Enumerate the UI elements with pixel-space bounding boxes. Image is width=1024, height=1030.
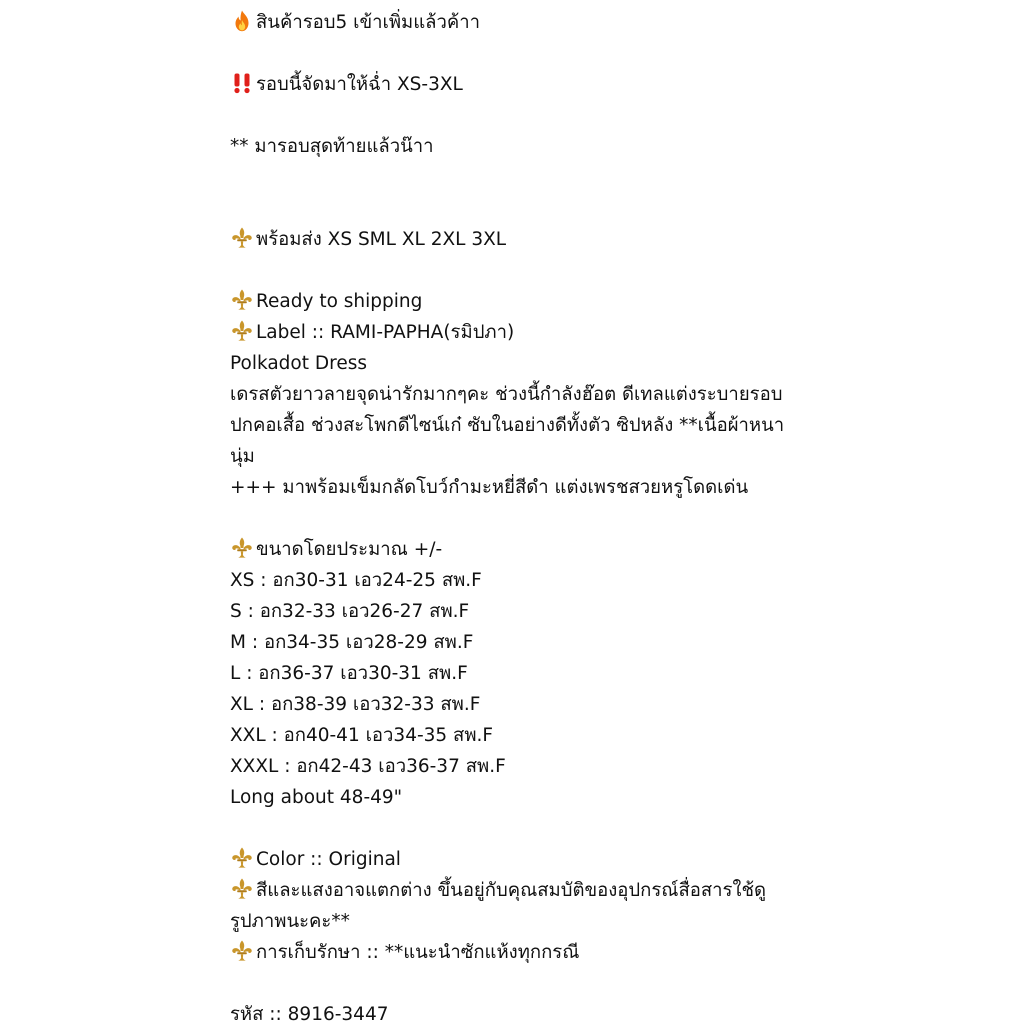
size-heading-line (230, 534, 790, 565)
fleur-de-lis-icon (230, 226, 254, 250)
product-name: Polkadot Dress (230, 353, 367, 374)
spacer (230, 193, 790, 224)
product-post (230, 7, 790, 1030)
label-line (230, 317, 790, 348)
extras-text: +++ มาพร้อมเข็มกลัดโบว์กำมะหยี่สีดำ แต่งเพรชสวยหรูโดดเด่น (230, 477, 749, 498)
fire-icon (230, 9, 254, 33)
spacer (230, 968, 790, 999)
spacer (230, 503, 790, 534)
size-heading-text: ขนาดโดยประมาณ +/- (256, 539, 443, 560)
color-note-text: สีและแสงอาจแตกต่าง ขึ้นอยู่กับคุณสมบัติของอุปกรณ์สื่อสารใช้ดู (256, 880, 767, 901)
size-row: S : อก32-33 เอว26-27 สพ.F (230, 601, 470, 622)
size-row: L : อก36-37 เอว30-31 สพ.F (230, 663, 468, 684)
fleur-de-lis-icon (230, 288, 254, 312)
double-exclamation-icon (230, 71, 254, 95)
size-row: XXXL : อก42-43 เอว36-37 สพ.F (230, 756, 506, 777)
fleur-de-lis-icon (230, 846, 254, 870)
care-line (230, 937, 790, 968)
size-row: M : อก34-35 เอว28-29 สพ.F (230, 632, 474, 653)
spacer (230, 100, 790, 131)
care-text: การเก็บรักษา :: **แนะนำซักแห้งทุกกรณี (256, 942, 580, 963)
last-round-text: ** มารอบสุดท้ายแล้วน๊าา (230, 136, 434, 157)
fleur-de-lis-icon (230, 877, 254, 901)
restock-text: รอบนี้จัดมาให้ฉ่ำ XS-3XL (256, 74, 463, 95)
product-code: รหัส :: 8916-3447 (230, 1004, 389, 1025)
color-note-continued: รูปภาพนะคะ** (230, 911, 350, 932)
ready-sizes-line (230, 224, 790, 255)
size-row: XL : อก38-39 เอว32-33 สพ.F (230, 694, 481, 715)
spacer (230, 162, 790, 193)
fleur-de-lis-icon (230, 319, 254, 343)
ready-to-ship-line (230, 286, 790, 317)
restock-line (230, 69, 790, 100)
fleur-de-lis-icon (230, 536, 254, 560)
description-line: นุ่ม (230, 446, 255, 467)
spacer (230, 38, 790, 69)
ready-to-ship-text: Ready to shipping (256, 291, 423, 312)
spacer (230, 255, 790, 286)
description-line: ปกคอเสื้อ ช่วงสะโพกดีไซน์เก๋ ซับในอย่างดีทั้งตัว ซิปหลัง **เนื้อผ้าหนา (230, 415, 785, 436)
length-text: Long about 48-49" (230, 787, 403, 808)
color-text: Color :: Original (256, 849, 401, 870)
color-line (230, 844, 790, 875)
size-row: XS : อก30-31 เอว24-25 สพ.F (230, 570, 482, 591)
color-note-line (230, 875, 790, 906)
label-text: Label :: RAMI-PAPHA(รมิปภา) (256, 322, 515, 343)
headline-line (230, 7, 790, 38)
spacer (230, 813, 790, 844)
fleur-de-lis-icon (230, 939, 254, 963)
size-row: XXL : อก40-41 เอว34-35 สพ.F (230, 725, 494, 746)
headline-text: สินค้ารอบ5 เข้าเพิ่มแล้วค้าา (256, 12, 481, 33)
description-line: เดรสตัวยาวลายจุดน่ารักมากๆคะ ช่วงนี้กำลังฮ๊อต ดีเทลแต่งระบายรอบ (230, 384, 783, 405)
ready-sizes-text: พร้อมส่ง XS SML XL 2XL 3XL (256, 229, 507, 250)
